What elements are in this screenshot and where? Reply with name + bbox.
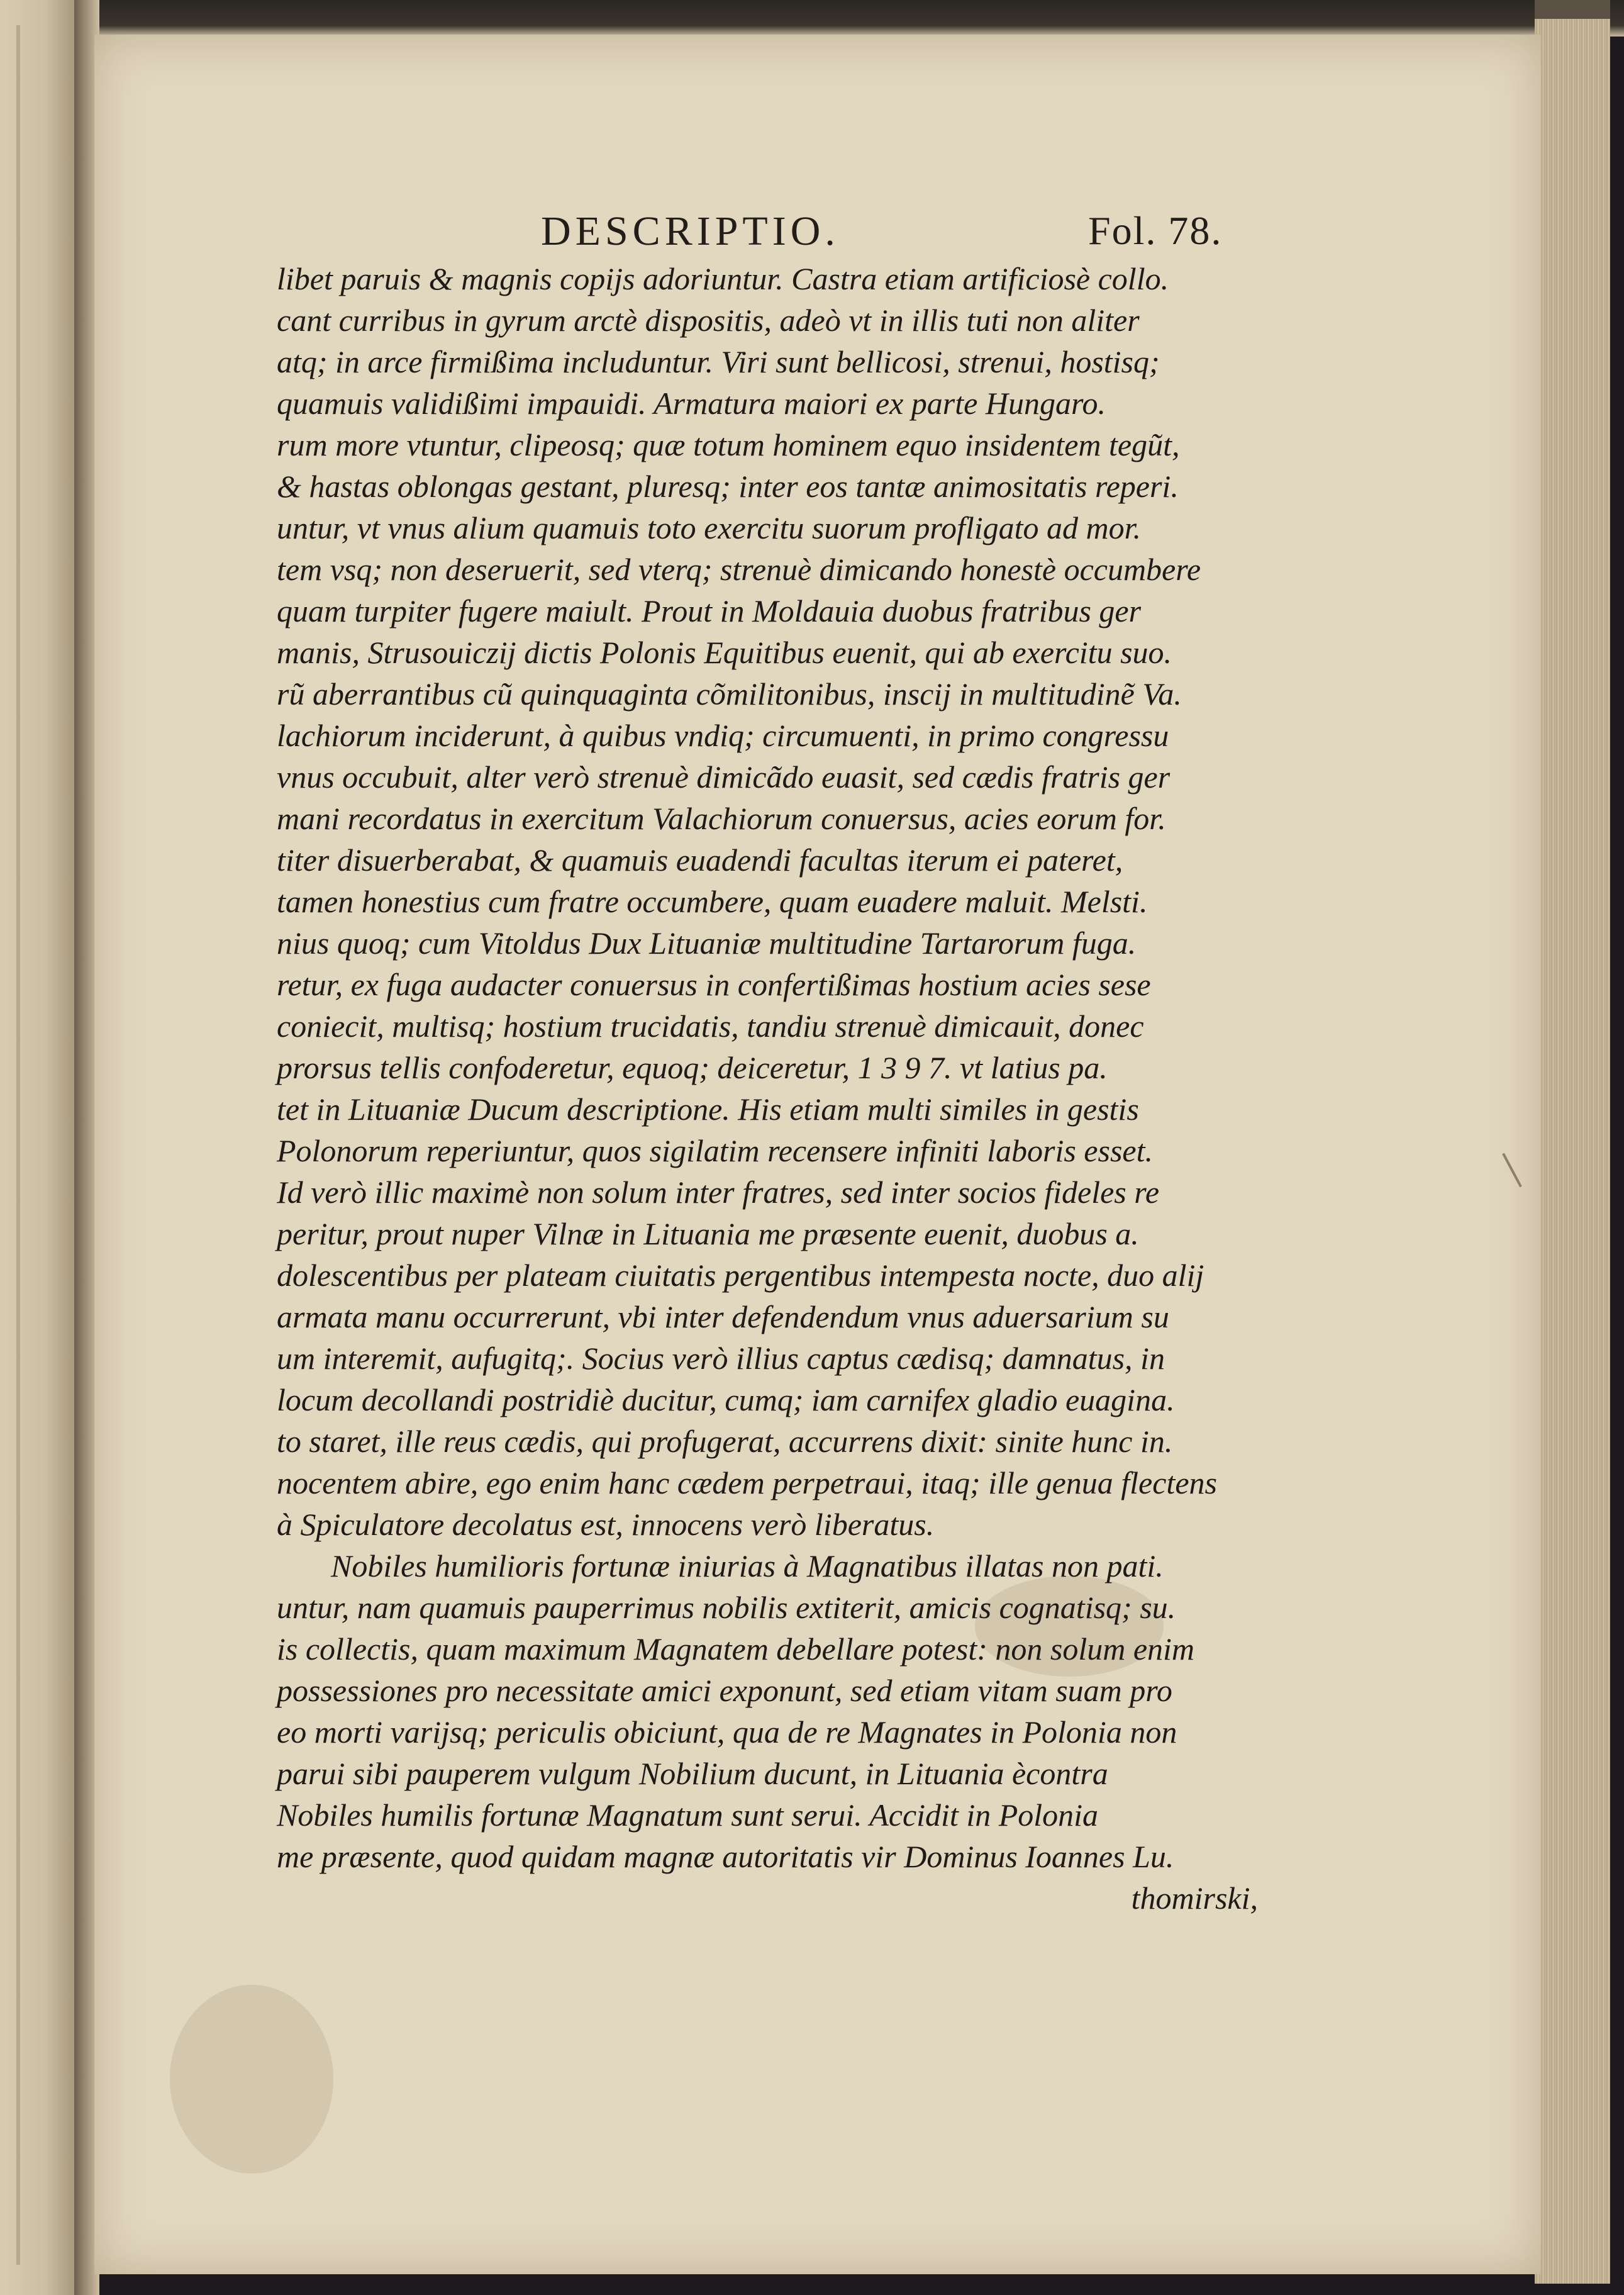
- facing-page-edge: [0, 0, 74, 2295]
- text-line: to staret, ille reus cædis, qui profugerat, accurrens dixit: sinite hunc in.: [277, 1424, 1173, 1459]
- text-line: eo morti varijsq; periculis obiciunt, qua de re Magnates in Polonia non: [277, 1714, 1177, 1750]
- text-line: manis, Strusouiczij dictis Polonis Equitibus euenit, qui ab exercitu suo.: [277, 635, 1172, 670]
- text-line: Polonorum reperiuntur, quos sigilatim recensere infiniti laboris esset.: [277, 1133, 1153, 1168]
- running-title: DESCRIPTIO.: [541, 208, 840, 254]
- text-line: titer disuerberabat, & quamuis euadendi facultas iterum ei pateret,: [277, 842, 1123, 878]
- text-line: Nobiles humilis fortunæ Magnatum sunt serui. Accidit in Polonia: [277, 1797, 1099, 1833]
- text-line: rum more vtuntur, clipeosq; quæ totum hominem equo insidentem tegũt,: [277, 427, 1180, 462]
- text-line: me præsente, quod quidam magnæ autoritatis vir Dominus Ioannes Lu.: [277, 1839, 1174, 1874]
- text-line: tem vsq; non deseruerit, sed vterq; strenuè dimicando honestè occumbere: [277, 552, 1201, 587]
- text-line: is collectis, quam maximum Magnatem debellare potest: non solum enim: [277, 1631, 1195, 1667]
- text-line: nius quoq; cum Vitoldus Dux Lituaniæ multitudine Tartarorum fuga.: [277, 925, 1137, 961]
- text-line: locum decollandi postridiè ducitur, cumq; iam carnifex gladio euagina.: [277, 1382, 1175, 1417]
- text-line: parui sibi pauperem vulgum Nobilium ducunt, in Lituania ècontra: [277, 1756, 1108, 1791]
- text-line: untur, nam quamuis pauperrimus nobilis extiterit, amicis cognatisq; su.: [277, 1590, 1176, 1625]
- text-line: atq; in arce firmißima includuntur. Viri sunt bellicosi, strenui, hostisq;: [277, 344, 1160, 379]
- text-line: untur, vt vnus alium quamuis toto exercitu suorum profligato ad mor.: [277, 510, 1142, 545]
- folio-number: Fol. 78.: [1088, 208, 1223, 253]
- text-line: armata manu occurrerunt, vbi inter defendendum vnus aduersarium su: [277, 1299, 1169, 1334]
- text-line: rũ aberrantibus cũ quinquaginta cõmilitonibus, inscij in multitudinẽ Va.: [277, 676, 1182, 712]
- text-line: tet in Lituaniæ Ducum descriptione. His etiam multi similes in gestis: [277, 1092, 1139, 1127]
- text-line: prorsus tellis confoderetur, equoq; deiceretur, 1 3 9 7. vt latius pa.: [277, 1050, 1108, 1085]
- text-line: lachiorum inciderunt, à quibus vndiq; circumuenti, in primo congressu: [277, 718, 1169, 753]
- page-header: [541, 208, 1245, 258]
- catchword: thomirski,: [1131, 1880, 1258, 1916]
- text-line: dolescentibus per plateam ciuitatis pergentibus intempesta nocte, duo alij: [277, 1258, 1204, 1293]
- text-line: Id verò illic maximè non solum inter fratres, sed inter socios fideles re: [277, 1175, 1160, 1210]
- facing-page-fold: [16, 25, 20, 2265]
- text-line: possessiones pro necessitate amici exponunt, sed etiam vitam suam pro: [277, 1673, 1172, 1708]
- text-line: nocentem abire, ego enim hanc cædem perpetraui, itaq; ille genua flectens: [277, 1465, 1217, 1500]
- text-line: coniecit, multisq; hostium trucidatis, tandiu strenuè dimicauit, donec: [277, 1008, 1144, 1044]
- text-line: tamen honestius cum fratre occumbere, quam euadere maluit. Melsti.: [277, 884, 1148, 919]
- text-line: & hastas oblongas gestant, pluresq; inter eos tantæ animositatis reperi.: [277, 469, 1179, 504]
- text-line: quam turpiter fugere maiult. Prout in Moldauia duobus fratribus ger: [277, 593, 1142, 628]
- text-line: libet paruis & magnis copijs adoriuntur. Castra etiam artificiosè collo.: [277, 261, 1169, 296]
- text-line: peritur, prout nuper Vilnæ in Lituania me præsente euenit, duobus a.: [277, 1216, 1139, 1251]
- text-line: um interemit, aufugitq;. Socius verò illius captus cædisq; damnatus, in: [277, 1341, 1165, 1376]
- paragraph-start-line: Nobiles humilioris fortunæ iniurias à Magnatibus illatas non pati.: [331, 1548, 1164, 1583]
- text-line: cant curribus in gyrum arctè dispositis, adeò vt in illis tuti non aliter: [277, 303, 1140, 338]
- text-line: vnus occubuit, alter verò strenuè dimicãdo euasit, sed cædis fratris ger: [277, 759, 1171, 795]
- text-line: à Spiculatore decolatus est, innocens verò liberatus.: [277, 1507, 935, 1542]
- page-fore-edge: [1535, 19, 1610, 2284]
- text-line: mani recordatus in exercitum Valachiorum conuersus, acies eorum for.: [277, 801, 1166, 836]
- body-text: [277, 258, 1258, 1919]
- text-line: retur, ex fuga audacter conuersus in confertißimas hostium acies sese: [277, 967, 1151, 1002]
- page-stain: [170, 1985, 333, 2174]
- binding-top-band: [0, 0, 1624, 36]
- text-line: quamuis validißimi impauidi. Armatura maiori ex parte Hungaro.: [277, 386, 1106, 421]
